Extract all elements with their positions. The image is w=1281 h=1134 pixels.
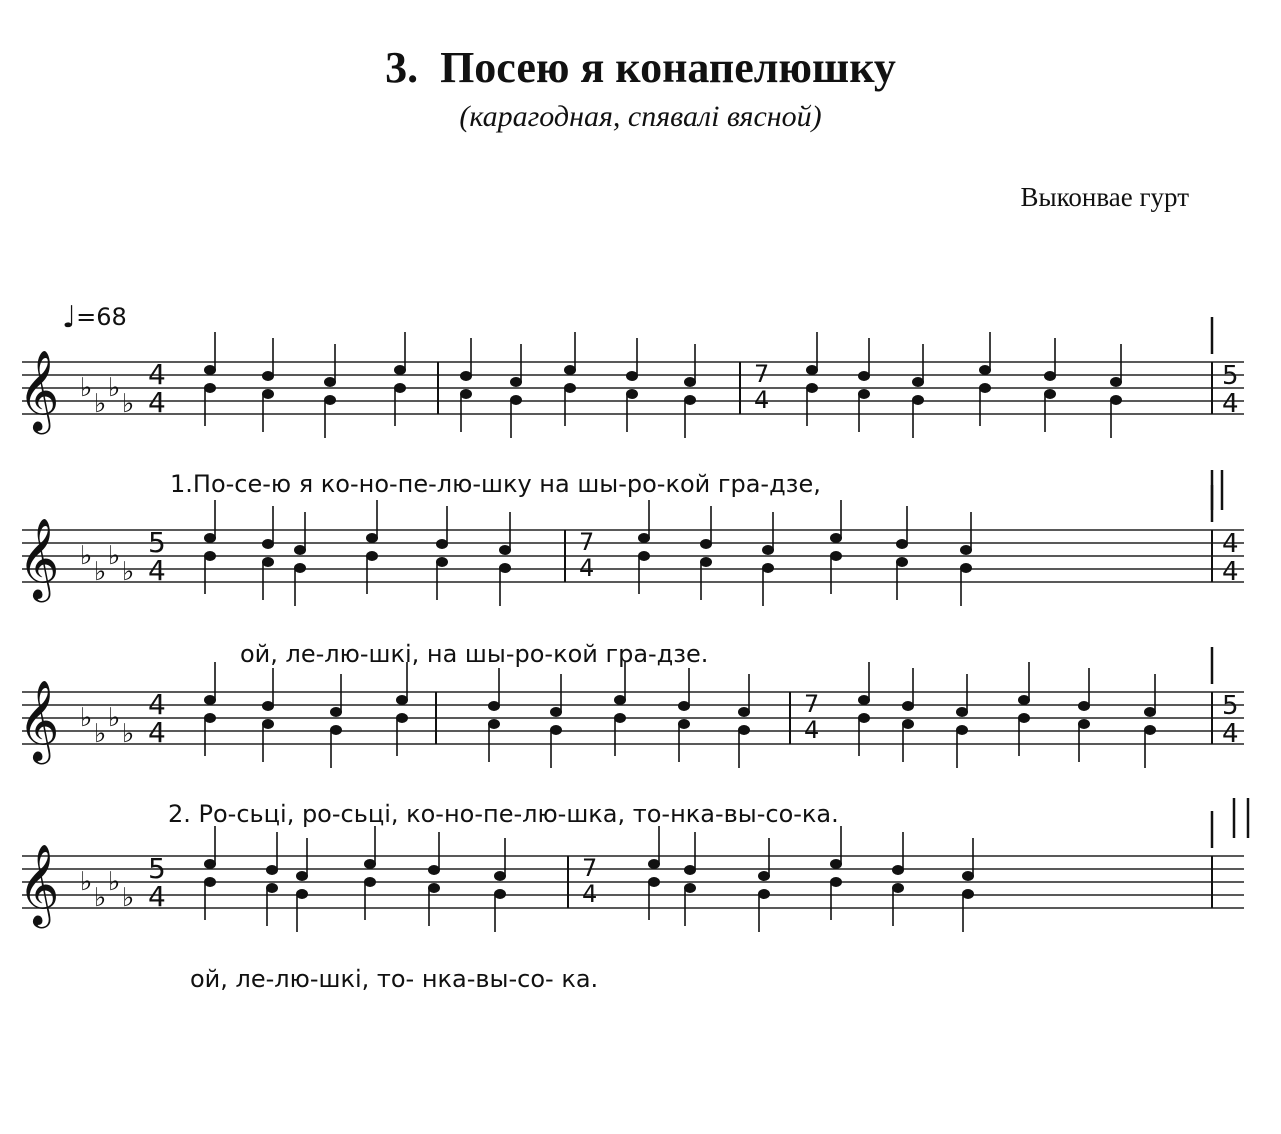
time-signature-bottom: 4 [148,716,166,749]
note-head [1044,389,1056,399]
treble-clef-icon: 𝄞 [18,517,60,599]
note-head [1110,395,1122,405]
treble-clef-icon: 𝄞 [18,349,60,431]
time-signature-bottom: 4 [1222,719,1239,749]
time-signature-top: 5 [148,852,166,885]
time-signature-bottom: 4 [804,716,820,744]
time-signature-top: 4 [148,688,166,721]
time-signature-bottom: 4 [754,386,770,414]
time-signature-bottom: 4 [1222,389,1239,419]
time-signature-top: 7 [754,360,770,388]
lyrics-line-2: ой, ле-лю-шкі, на шы-ро-кой гра-дзе. [240,640,709,668]
flat-icon: ♭ [94,389,107,419]
time-signature-top: 7 [582,854,598,882]
time-signature-top: 7 [804,690,820,718]
song-title-text: Посею я конапелюшку [440,43,896,92]
flat-icon: ♭ [108,373,121,403]
lyrics-line-4: ой, ле-лю-шкі, то- нка-вы-со- ка. [190,965,599,993]
song-subtitle: (карагодная, спявалі вясной) [459,100,822,133]
flat-icon: ♭ [122,883,135,913]
tempo-value: =68 [76,303,127,331]
time-signature-bottom: 4 [1222,557,1239,587]
time-signature-top: 5 [1222,361,1239,391]
quarter-note-icon: ♩ [62,300,77,335]
lyrics-line-1: 1.По-се-ю я ко-но-пе-лю-шку на шы-ро-кой гра-дзе, [170,470,821,498]
flat-icon: ♭ [94,719,107,749]
flat-icon: ♭ [122,719,135,749]
flat-icon: ♭ [108,541,121,571]
treble-clef-icon: 𝄞 [18,843,60,925]
time-signature-top: 7 [579,528,595,556]
time-signature-bottom: 4 [582,880,598,908]
time-signature-bottom: 4 [148,386,166,419]
flat-icon: ♭ [122,557,135,587]
time-signature-bottom: 4 [579,554,595,582]
treble-clef-icon: 𝄞 [18,679,60,761]
flat-icon: ♭ [80,541,93,571]
flat-icon: ♭ [80,703,93,733]
flat-icon: ♭ [108,867,121,897]
flat-icon: ♭ [94,557,107,587]
flat-icon: ♭ [80,373,93,403]
lyrics-line-3: 2. Ро-сьці, ро-сьці, ко-но-пе-лю-шка, то-нка-вы-со-ка. [168,800,839,828]
flat-icon: ♭ [94,883,107,913]
time-signature-top: 4 [148,358,166,391]
flat-icon: ♭ [108,703,121,733]
time-signature-bottom: 4 [148,880,166,913]
flat-icon: ♭ [80,867,93,897]
time-signature-top: 5 [148,526,166,559]
time-signature-top: 4 [1222,529,1239,559]
time-signature-top: 5 [1222,691,1239,721]
song-number: 3. [385,43,419,92]
flat-icon: ♭ [122,389,135,419]
time-signature-bottom: 4 [148,554,166,587]
note-head [1078,719,1090,729]
note-head [1144,725,1156,735]
performer-note: Выконвае гурт [1020,182,1189,212]
